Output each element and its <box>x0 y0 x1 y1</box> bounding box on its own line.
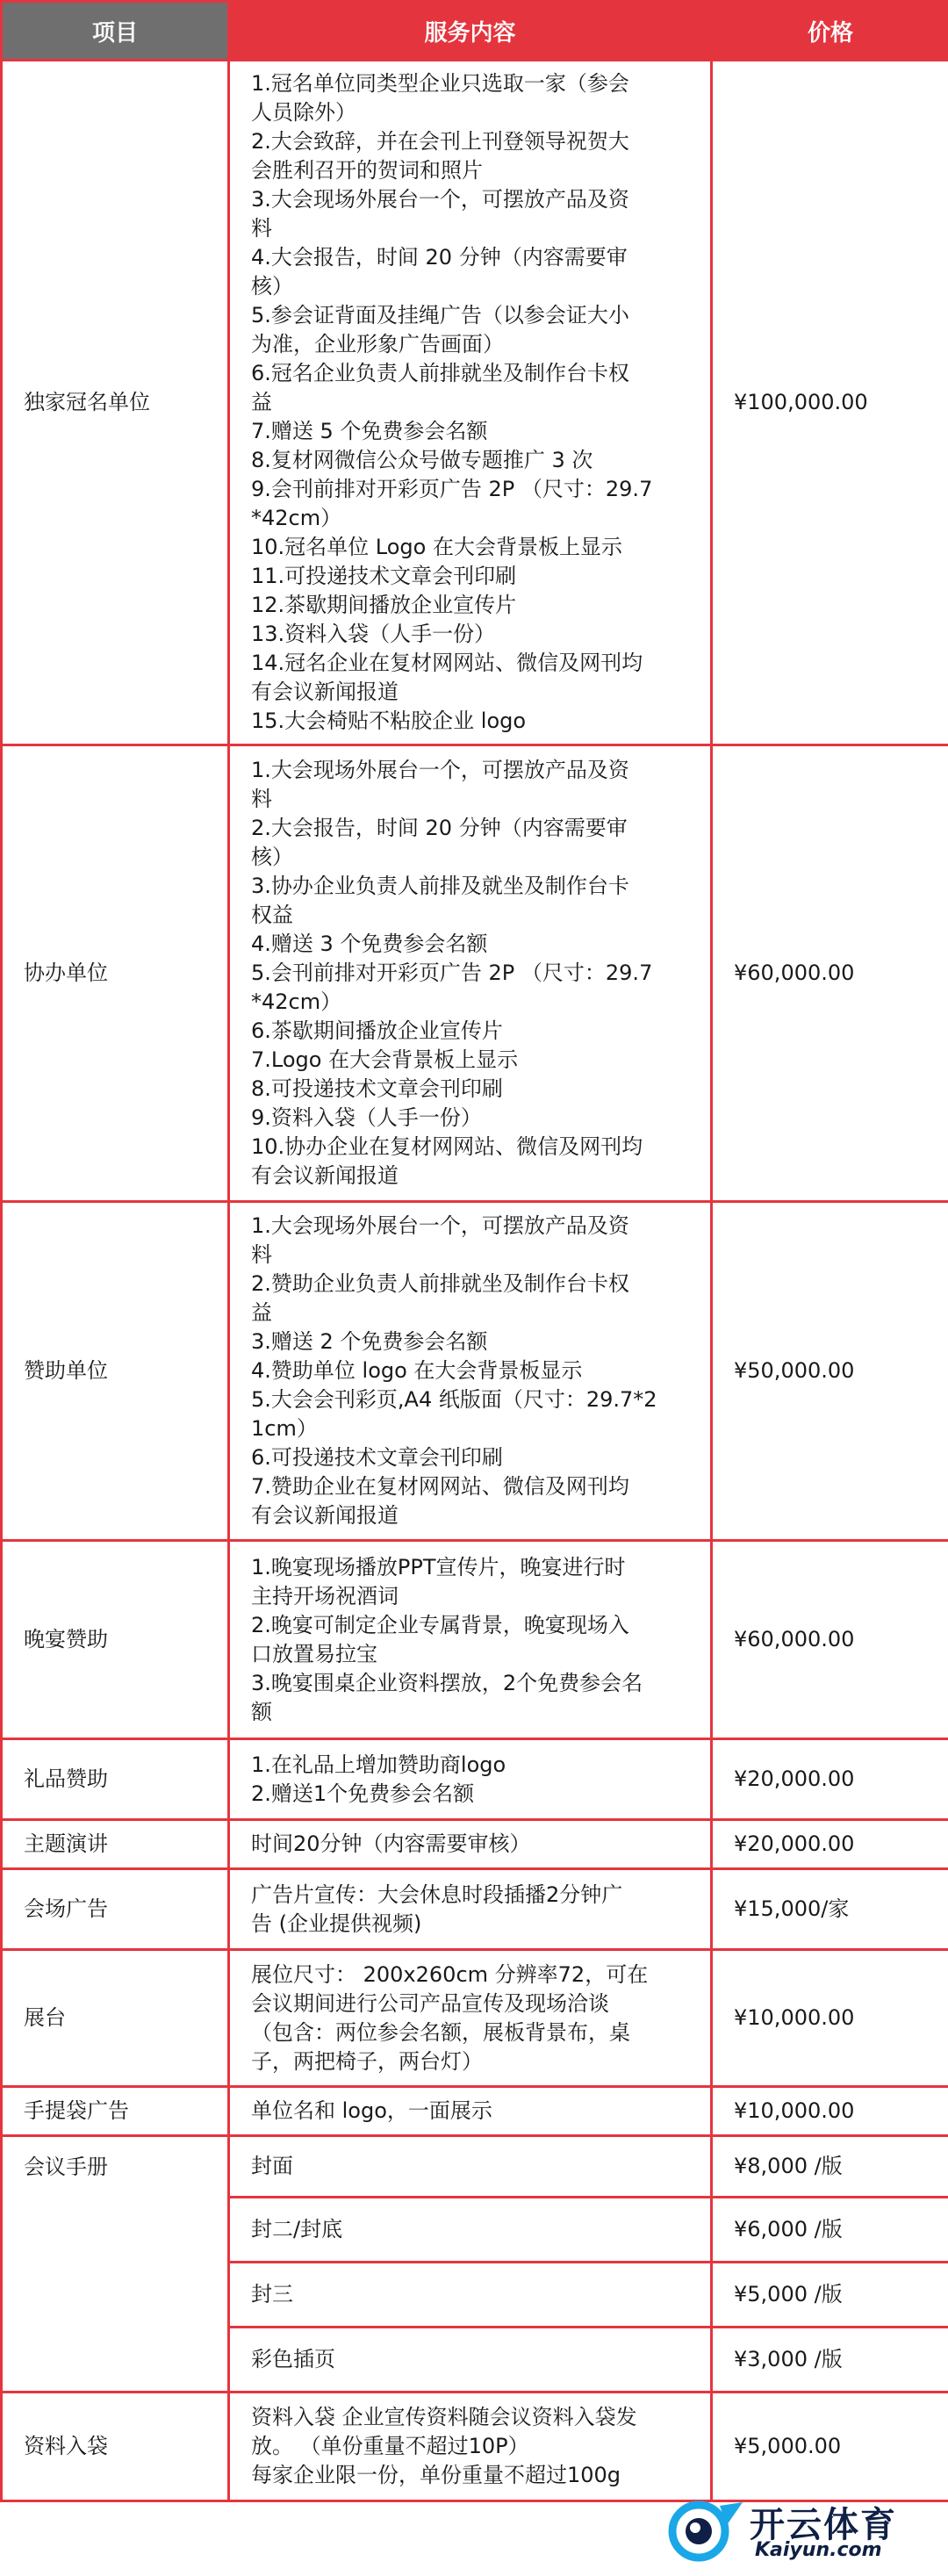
table-row <box>2 1950 948 2087</box>
service-line: 口放置易拉宝 <box>251 1641 377 1666</box>
service-line: 7.赠送 5 个免费参会名额 <box>251 419 488 443</box>
price-cell: ¥8,000 /版 <box>712 2136 948 2198</box>
service-line: 会议期间进行公司产品宣传及现场洽谈 <box>251 1990 609 2016</box>
service-line: 11.可投递技术文章会刊印刷 <box>251 564 517 588</box>
service-cell <box>229 1739 712 1820</box>
header-item: 项目 <box>2 2 229 61</box>
service-line: 主持开场祝酒词 <box>251 1583 399 1608</box>
price-cell: ¥100,000.00 <box>712 61 948 745</box>
price-cell: ¥5,000 /版 <box>712 2263 948 2328</box>
service-line: 核） <box>251 845 293 869</box>
service-line: 2.大会报告，时间 20 分钟（内容需要审 <box>251 816 628 840</box>
service-line: 2.晚宴可制定企业专属背景，晚宴现场入 <box>251 1612 629 1637</box>
watermark-url: Kaiyun.com <box>755 2539 882 2561</box>
service-line: 5.会刊前排对开彩页广告 2P （尺寸：29.7 <box>251 961 653 985</box>
service-cell <box>229 61 712 745</box>
service-line: 1cm） <box>251 1416 318 1441</box>
watermark-name: 开云体育 <box>750 2505 897 2545</box>
item-cell: 赞助单位 <box>2 1202 229 1541</box>
service-cell: 封三 <box>229 2263 712 2328</box>
price-cell: ¥60,000.00 <box>712 1541 948 1739</box>
service-line: 1.大会现场外展台一个，可摆放产品及资 <box>251 1213 629 1238</box>
service-line: *42cm） <box>251 989 342 1014</box>
header-price: 价格 <box>712 2 948 61</box>
table-row <box>2 2393 948 2501</box>
service-line: 4.赠送 3 个免费参会名额 <box>251 932 488 956</box>
header-service: 服务内容 <box>229 2 712 61</box>
item-cell: 会议手册 <box>2 2136 229 2393</box>
service-line: 料 <box>251 787 272 811</box>
item-cell: 会场广告 <box>2 1869 229 1950</box>
service-cell <box>229 745 712 1202</box>
item-cell: 展台 <box>2 1950 229 2087</box>
service-line: 13.资料入袋（人手一份） <box>251 622 496 646</box>
service-line: 10.冠名单位 Logo 在大会背景板上显示 <box>251 535 622 559</box>
service-line: 14.冠名企业在复材网网站、微信及网刊均 <box>251 651 643 675</box>
service-cell: 封面 <box>229 2136 712 2198</box>
service-line: 权益 <box>251 903 293 927</box>
service-line: 8.可投递技术文章会刊印刷 <box>251 1076 503 1101</box>
table-row <box>2 1202 948 1541</box>
price-cell: ¥60,000.00 <box>712 745 948 1202</box>
service-line: 广告片宣传：大会休息时段插播2分钟广 <box>251 1882 623 1907</box>
service-line: 2.赞助企业负责人前排就坐及制作台卡权 <box>251 1271 629 1296</box>
service-line: 4.大会报告，时间 20 分钟（内容需要审 <box>251 245 628 270</box>
service-line: 3.协办企业负责人前排及就坐及制作台卡 <box>251 874 629 898</box>
table-row <box>2 1541 948 1739</box>
service-line: 2.赠送1个免费参会名额 <box>251 1781 475 1806</box>
service-line: 告 (企业提供视频) <box>251 1910 422 1936</box>
service-cell <box>229 1869 712 1950</box>
service-line: 有会议新闻报道 <box>251 1163 399 1188</box>
service-line: 1.大会现场外展台一个，可摆放产品及资 <box>251 758 629 782</box>
service-line: 放。 （单份重量不超过10P） <box>251 2434 529 2458</box>
item-cell: 主题演讲 <box>2 1820 229 1869</box>
table-row <box>2 61 948 745</box>
service-line: 1.晚宴现场播放PPT宣传片，晚宴进行时 <box>251 1554 626 1579</box>
service-line: 时间20分钟（内容需要审核） <box>251 1831 531 1856</box>
price-cell: ¥20,000.00 <box>712 1739 948 1820</box>
service-line: 10.协办企业在复材网网站、微信及网刊均 <box>251 1134 643 1159</box>
service-line: 3.大会现场外展台一个，可摆放产品及资 <box>251 187 629 212</box>
price-cell: ¥5,000.00 <box>712 2393 948 2501</box>
service-line: 1.冠名单位同类型企业只选取一家（参会 <box>251 71 629 96</box>
service-line: 5.参会证背面及挂绳广告（以参会证大小 <box>251 303 629 327</box>
table-row <box>2 1869 948 1950</box>
service-line: 人员除外） <box>251 100 356 125</box>
service-line: 5.大会会刊彩页,A4 纸版面（尺寸：29.7*2 <box>251 1387 657 1412</box>
service-line: 6.冠名企业负责人前排就坐及制作台卡权 <box>251 361 629 385</box>
service-line: 6.茶歇期间播放企业宣传片 <box>251 1018 503 1043</box>
price-cell: ¥50,000.00 <box>712 1202 948 1541</box>
service-line: 单位名和 logo，一面展示 <box>251 2098 492 2123</box>
item-cell: 协办单位 <box>2 745 229 1202</box>
price-cell: ¥15,000/家 <box>712 1869 948 1950</box>
service-line: 2.大会致辞，并在会刊上刊登领导祝贺大 <box>251 129 629 154</box>
service-line: 料 <box>251 1242 272 1267</box>
service-line: 每家企业限一份，单份重量不超过100g <box>251 2463 621 2487</box>
item-cell: 晚宴赞助 <box>2 1541 229 1739</box>
item-cell: 礼品赞助 <box>2 1739 229 1820</box>
service-cell <box>229 1202 712 1541</box>
service-line: 益 <box>251 1300 272 1325</box>
service-line: 额 <box>251 1699 272 1724</box>
service-line: 资料入袋 企业宣传资料随会议资料入袋发 <box>251 2405 637 2429</box>
service-cell <box>229 2087 712 2136</box>
service-line: 12.茶歇期间播放企业宣传片 <box>251 593 517 617</box>
table-row <box>2 745 948 1202</box>
price-cell: ¥3,000 /版 <box>712 2328 948 2393</box>
table-row <box>2 1820 948 1869</box>
price-cell: ¥10,000.00 <box>712 1950 948 2087</box>
kaiyun-logo-icon <box>662 2499 746 2564</box>
service-line: 展位尺寸： 200x260cm 分辨率72，可在 <box>251 1961 649 1987</box>
service-line: 15.大会椅贴不粘胶企业 logo <box>251 709 527 733</box>
service-line: （包含：两位参会名额，展板背景布，桌 <box>251 2019 630 2045</box>
item-cell: 独家冠名单位 <box>2 61 229 745</box>
table-row <box>2 1739 948 1820</box>
price-cell: ¥10,000.00 <box>712 2087 948 2136</box>
price-cell: ¥6,000 /版 <box>712 2198 948 2263</box>
service-line: 7.Logo 在大会背景板上显示 <box>251 1047 519 1072</box>
service-cell <box>229 1820 712 1869</box>
service-line: 有会议新闻报道 <box>251 680 399 704</box>
header-row <box>2 2 948 61</box>
item-cell: 手提袋广告 <box>2 2087 229 2136</box>
service-line: 会胜利召开的贺词和照片 <box>251 158 483 183</box>
service-line: 料 <box>251 216 272 241</box>
service-line: 7.赞助企业在复材网网站、微信及网刊均 <box>251 1474 629 1499</box>
service-line: 子，两把椅子，两台灯） <box>251 2048 483 2074</box>
service-cell: 彩色插页 <box>229 2328 712 2393</box>
watermark <box>662 2497 925 2565</box>
table-row <box>2 2087 948 2136</box>
service-line: 益 <box>251 390 272 414</box>
service-line: 9.会刊前排对开彩页广告 2P （尺寸：29.7 <box>251 477 653 501</box>
service-line: 4.赞助单位 logo 在大会背景板显示 <box>251 1358 583 1383</box>
service-cell: 封二/封底 <box>229 2198 712 2263</box>
manual-row <box>2 2136 948 2198</box>
service-line: 核） <box>251 274 293 299</box>
service-line: *42cm） <box>251 506 342 530</box>
service-line: 3.赠送 2 个免费参会名额 <box>251 1329 488 1354</box>
price-cell: ¥20,000.00 <box>712 1820 948 1869</box>
service-line: 1.在礼品上增加赞助商logo <box>251 1752 506 1777</box>
service-line: 3.晚宴围桌企业资料摆放，2个免费参会名 <box>251 1670 643 1695</box>
service-line: 为准，企业形象广告画面） <box>251 332 504 356</box>
service-line: 有会议新闻报道 <box>251 1503 399 1528</box>
service-line: 9.资料入袋（人手一份） <box>251 1105 482 1130</box>
service-cell <box>229 2393 712 2501</box>
service-line: 6.可投递技术文章会刊印刷 <box>251 1445 503 1470</box>
service-cell <box>229 1541 712 1739</box>
item-cell: 资料入袋 <box>2 2393 229 2501</box>
service-line: 8.复材网微信公众号做专题推广 3 次 <box>251 448 593 472</box>
service-cell <box>229 1950 712 2087</box>
